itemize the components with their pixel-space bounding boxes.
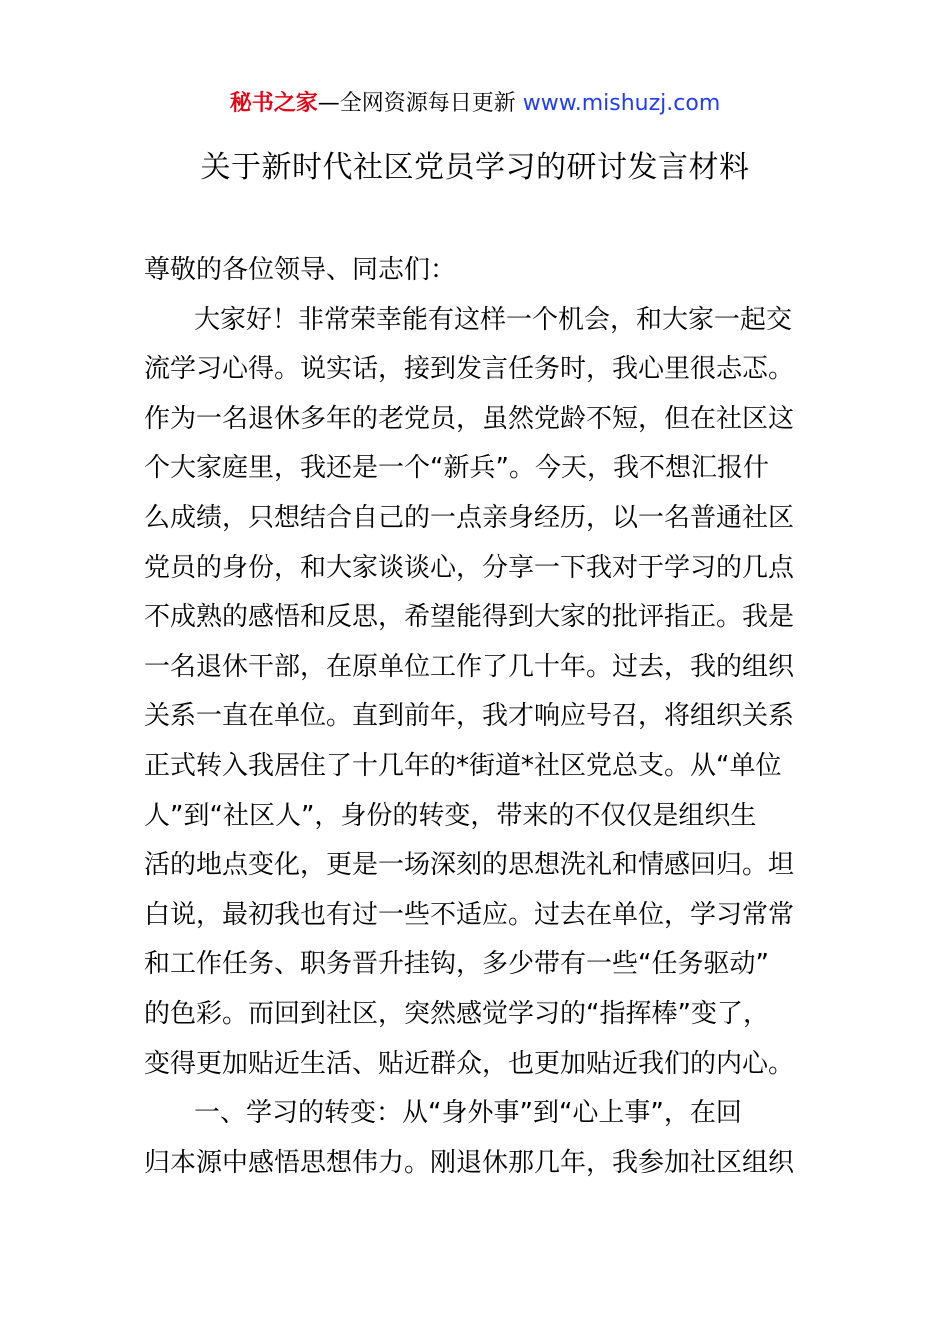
paragraph-line: 么成绩，只想结合自己的一点亲身经历，以一名普通社区 — [144, 502, 795, 533]
document-body — [144, 246, 806, 1188]
paragraph-line: 流学习心得。说实话，接到发言任务时，我心里很忐忑。 — [144, 354, 795, 385]
paragraph-line: 白说，最初我也有过一些不适应。过去在单位，学习常常 — [144, 899, 795, 930]
paragraph-line: 不成熟的感悟和反思，希望能得到大家的批评指正。我是 — [144, 602, 795, 633]
brand-name: 秘书之家 — [229, 91, 318, 116]
paragraph-line: 归本源中感悟思想伟力。刚退休那几年，我参加社区组织 — [144, 1147, 795, 1178]
paragraph-line: 一名退休干部，在原单位工作了几十年。过去，我的组织 — [144, 651, 795, 682]
header-tagline: —全网资源每日更新 — [317, 91, 516, 116]
paragraph-line: 关系一直在单位。直到前年，我才响应号召，将组织关系 — [144, 701, 795, 732]
paragraph-line: 党员的身份，和大家谈谈心，分享一下我对于学习的几点 — [144, 552, 795, 583]
paragraph-line: 正式转入我居住了十几年的*街道*社区党总支。从“单位 — [144, 750, 782, 781]
document-title: 关于新时代社区党员学习的研讨发言材料 — [200, 150, 750, 185]
salutation-line: 尊敬的各位领导、同志们： — [144, 255, 457, 285]
paragraph-line: 个大家庭里，我还是一个“新兵”。今天，我不想汇报什 — [144, 453, 769, 484]
paragraph-line: 活的地点变化，更是一场深刻的思想洗礼和情感回归。坦 — [144, 850, 795, 881]
paragraph-line: 的色彩。而回到社区，突然感觉学习的“指挥棒”变了， — [144, 998, 769, 1029]
site-url-link[interactable]: www.mishuzj.com — [522, 91, 721, 116]
site-header — [0, 88, 950, 120]
paragraph-line: 和工作任务、职务晋升挂钩，多少带有一些“任务驱动” — [144, 949, 769, 980]
paragraph-line: 大家好！非常荣幸能有这样一个机会，和大家一起交 — [194, 304, 793, 335]
paragraph-line: 变得更加贴近生活、贴近群众，也更加贴近我们的内心。 — [144, 1048, 795, 1079]
paragraph-line: 人”到“社区人”，身份的转变，带来的不仅仅是组织生 — [144, 800, 757, 831]
section-heading-line: 一、学习的转变：从“身外事”到“心上事”，在回 — [194, 1098, 742, 1129]
paragraph-line: 作为一名退休多年的老党员，虽然党龄不短，但在社区这 — [144, 403, 795, 434]
